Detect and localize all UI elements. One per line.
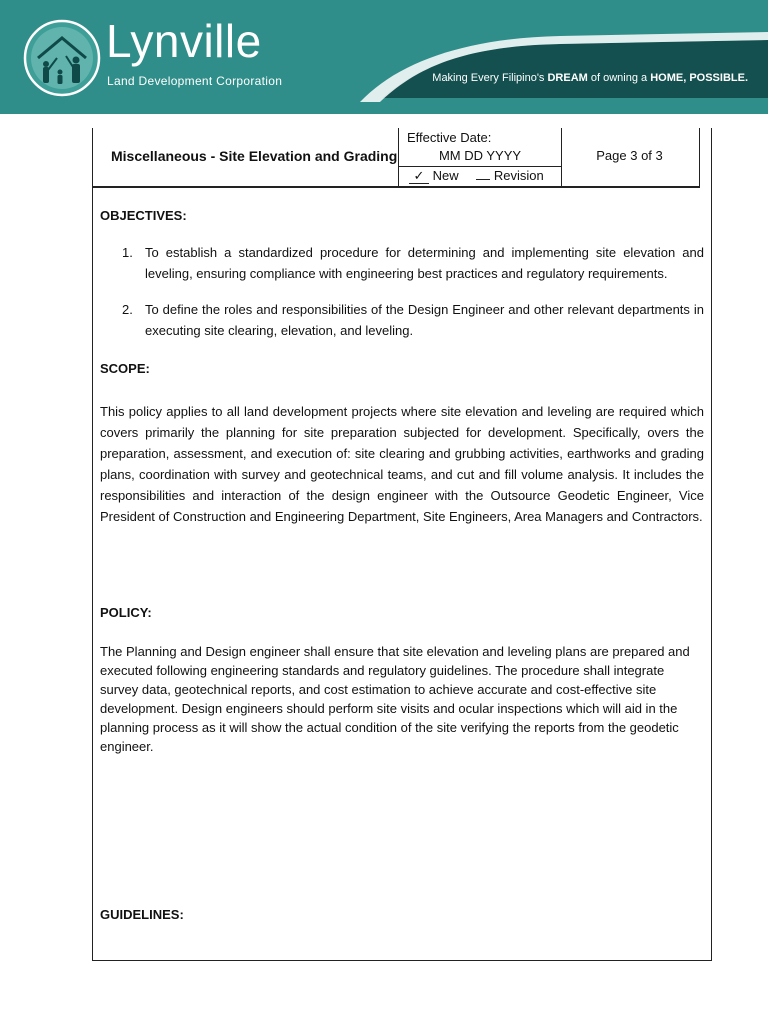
effective-date-cell (398, 128, 562, 186)
effective-date-value: MM DD YYYY (438, 148, 522, 163)
check-mark-icon: ✓ (409, 169, 429, 184)
effective-date-label: Effective Date: (407, 130, 492, 145)
list-number: 2. (122, 302, 133, 317)
tagline-mid: of owning a (587, 72, 651, 84)
status-revision: Revision (493, 168, 544, 183)
status-new: New (432, 168, 459, 183)
policy-heading: POLICY: (100, 605, 152, 620)
header-banner (0, 0, 768, 114)
tagline-pre: Making Every Filipino's (432, 72, 548, 84)
objectives-list (100, 242, 704, 356)
list-item (100, 242, 704, 284)
objectives-heading: OBJECTIVES: (100, 208, 187, 223)
company-logo (22, 18, 102, 98)
document-frame (92, 128, 712, 961)
tagline-dream: DREAM (547, 72, 588, 84)
list-text: To define the roles and responsibilities of the Design Engineer and other relevant departments in executing site clearing, elevation, and leveling. (145, 302, 704, 338)
page-number: Page 3 of 3 (596, 148, 663, 163)
policy-paragraph: The Planning and Design engineer shall ensure that site elevation and leveling plans are prepared and executed following engineering standards and regulatory guidelines. The procedure shall integrate survey data, geotechnical reports, and cost estimation to achieve accurate and cost-effective site development. Design engineers should perform site visits and ocular inspections which will aid in the planning process as it will show the actual condition of the site verifying the reports from the geodetic engineer. (100, 644, 690, 754)
document-title: Miscellaneous - Site Elevation and Grading (111, 148, 398, 164)
list-item (100, 299, 704, 341)
tagline (432, 72, 748, 84)
brand-subtitle: Land Development Corporation (107, 74, 283, 88)
list-text: To establish a standardized procedure for determining and implementing site elevation and leveling, ensuring compliance with engineering best practices and regulatory requirements. (145, 245, 704, 281)
guidelines-heading: GUIDELINES: (100, 907, 184, 922)
scope-heading: SCOPE: (100, 361, 150, 376)
tagline-home: HOME, POSSIBLE. (650, 72, 748, 84)
revision-blank (476, 179, 490, 180)
brand-name: Lynville (106, 15, 262, 67)
scope-paragraph: This policy applies to all land development projects where site elevation and leveling are required which covers primarily the planning for site preparation subjected for development. Specifically, overs the preparation, assessment, and execution of: site clearing and grubbing activities, earthworks and grading plans, coordination with survey and geotechnical teams, and cut and fill volume analysis. It includes the responsibilities and interaction of the design engineer with the Outsource Geodetic Engineer, Vice President of Construction and Engineering Department, Site Engineers, Area Managers and Contractors. (100, 404, 704, 524)
status-row (409, 168, 544, 184)
list-number: 1. (122, 245, 133, 260)
divider (399, 166, 561, 167)
document-header-table (93, 128, 700, 188)
